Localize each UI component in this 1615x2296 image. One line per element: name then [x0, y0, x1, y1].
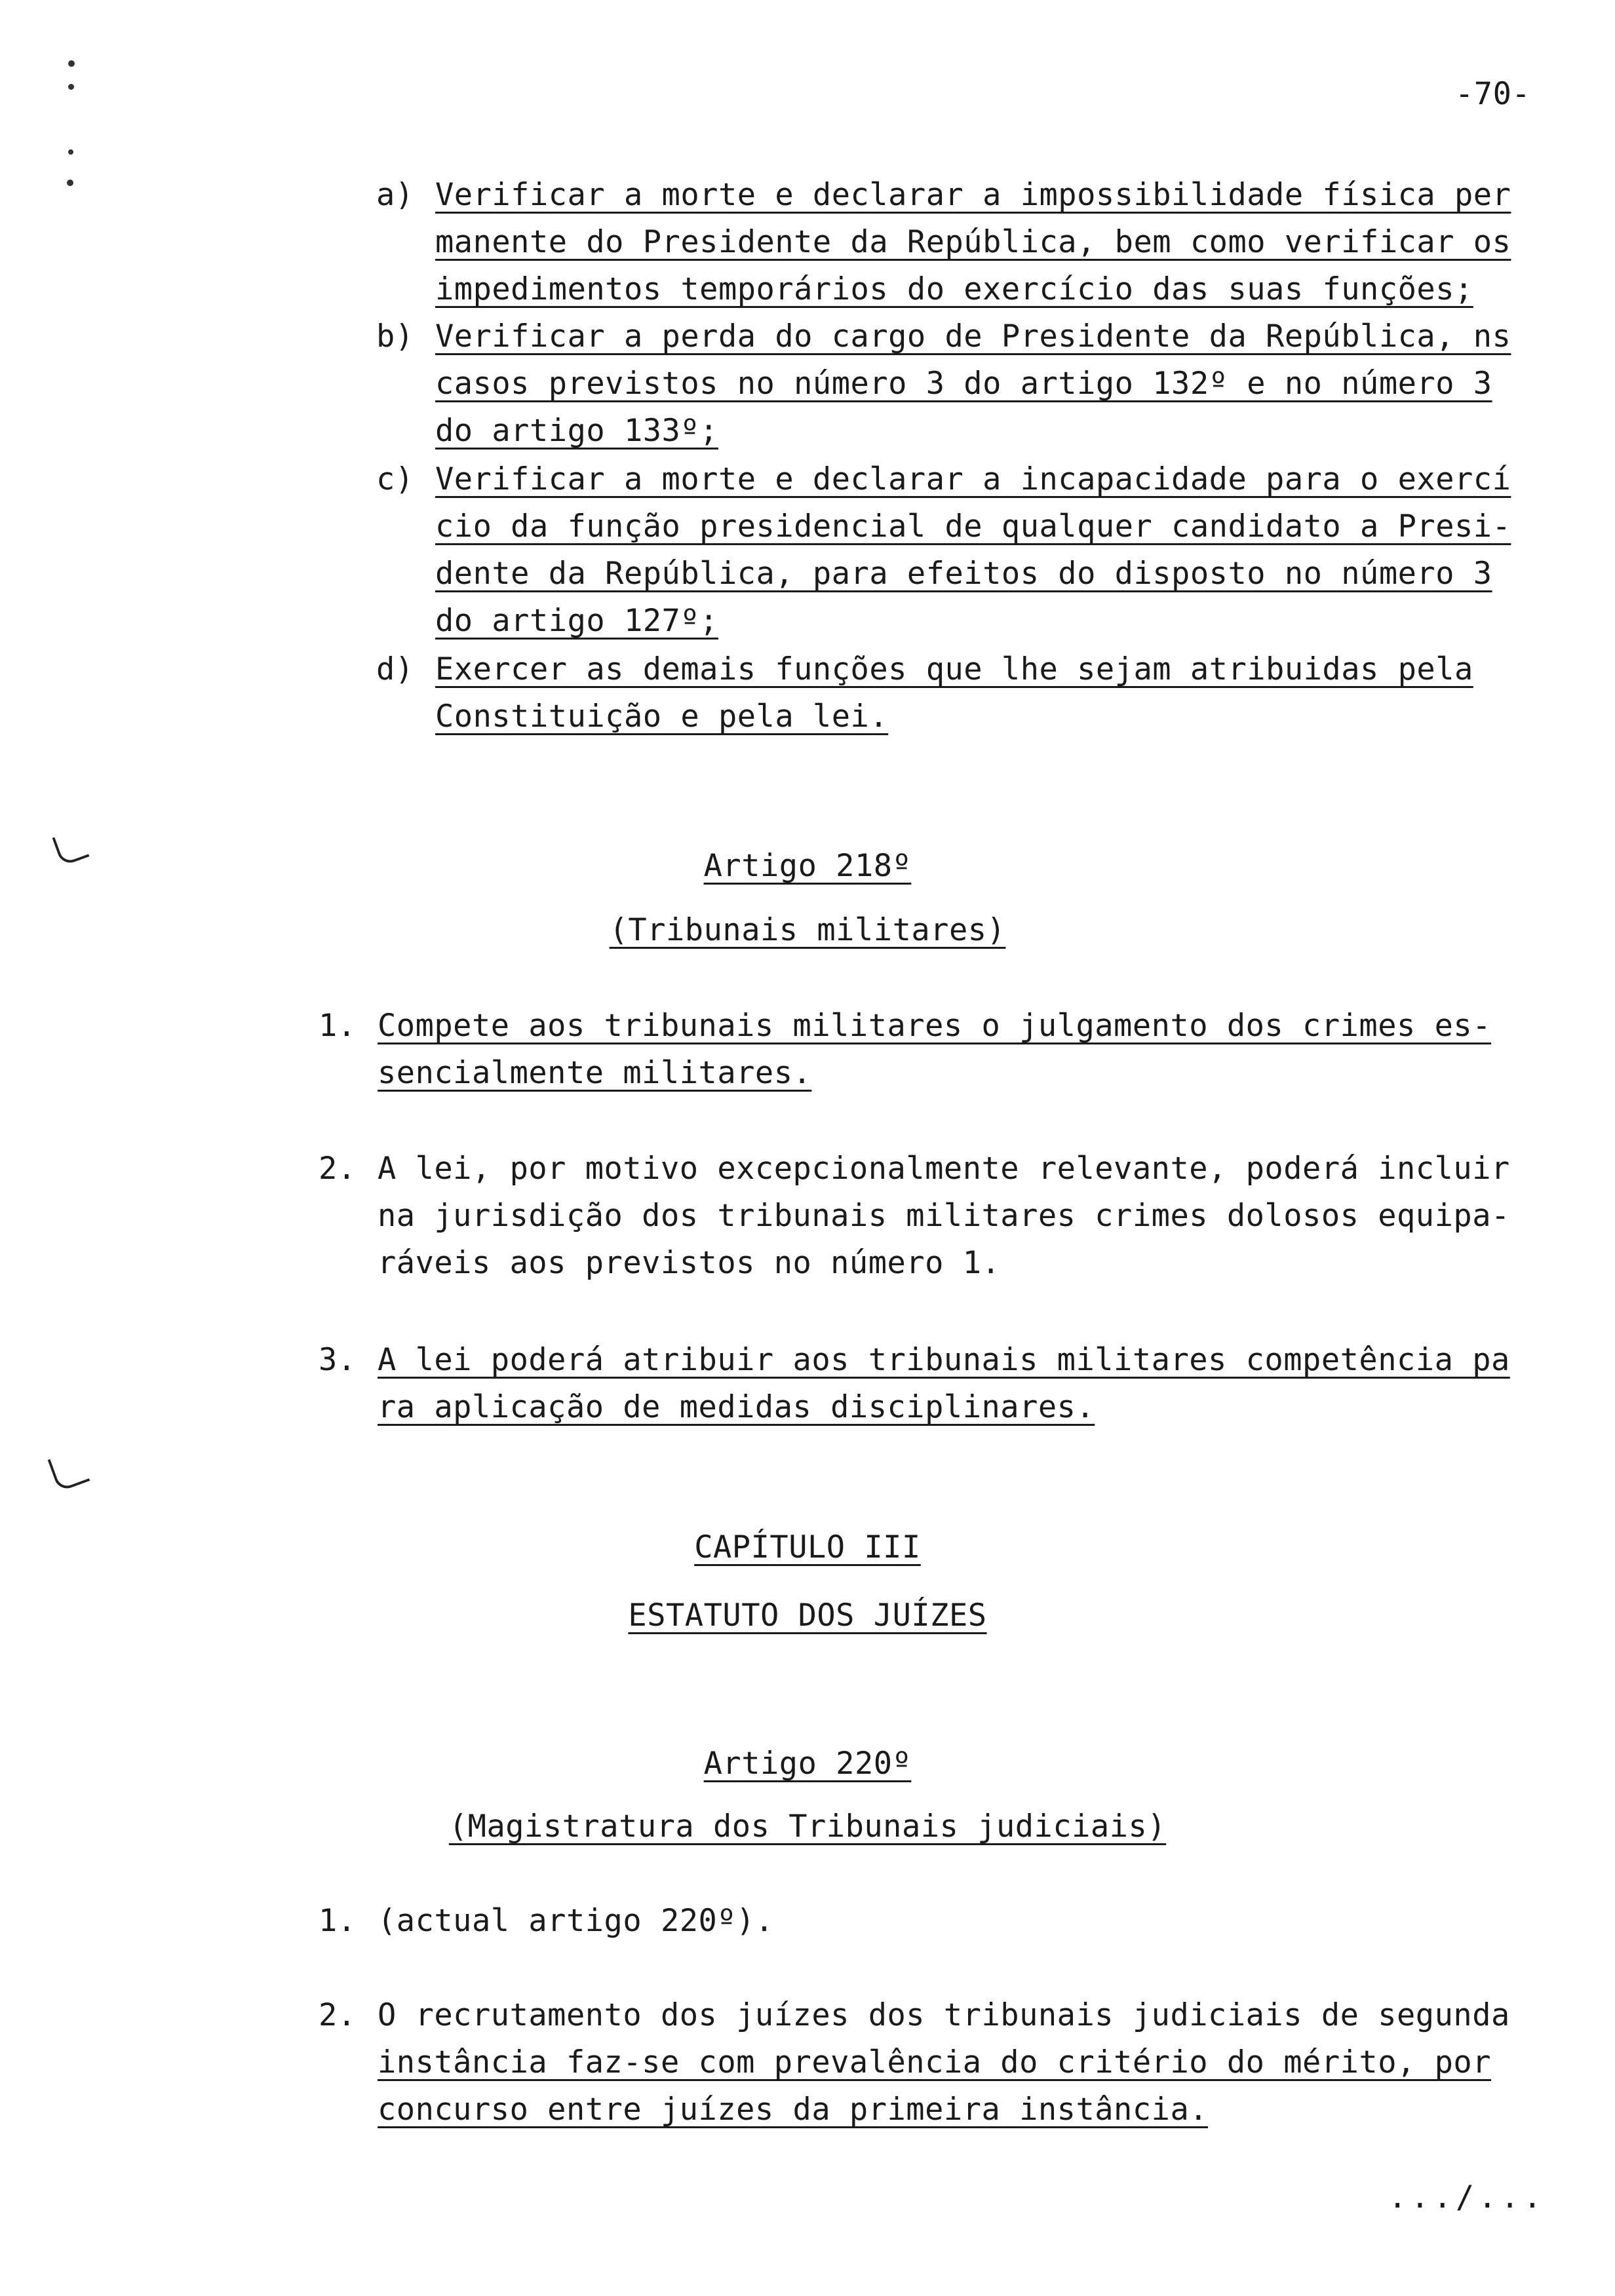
article-title: Artigo 220º: [703, 1746, 912, 1782]
item-line: Verificar a morte e declarar a impossibilidade física per: [435, 177, 1511, 213]
chapter-title: CAPÍTULO III: [694, 1529, 921, 1565]
item-line: Verificar a morte e declarar a incapacidade para o exercí: [435, 461, 1511, 497]
item-marker: 2.: [319, 1151, 357, 1187]
item-line: Exercer as demais funções que lhe sejam atribuidas pela: [435, 651, 1473, 687]
item-marker: 1.: [319, 1903, 357, 1939]
margin-dot: [68, 60, 75, 67]
article-subtitle: (Magistratura dos Tribunais judiciais): [448, 1808, 1167, 1845]
item-line: dente da República, para efeitos do disposto no número 3: [435, 556, 1492, 592]
item-marker: a): [376, 177, 414, 213]
margin-dot: [67, 180, 73, 186]
item-line: A lei poderá atribuir aos tribunais militares competência pa: [378, 1342, 1510, 1378]
margin-bracket-mark: [48, 1449, 90, 1492]
item-line: sencialmente militares.: [378, 1055, 812, 1091]
item-line: casos previstos no número 3 do artigo 132º e no número 3: [435, 366, 1492, 402]
item-marker: b): [376, 318, 414, 354]
item-line: na jurisdição dos tribunais militares crimes dolosos equipa-: [378, 1198, 1510, 1234]
page-number: -70-: [1455, 76, 1531, 112]
item-marker: 1.: [319, 1008, 357, 1044]
margin-dot: [68, 84, 74, 90]
item-line: concurso entre juízes da primeira instância.: [378, 2092, 1209, 2128]
item-line: Verificar a perda do cargo de Presidente da República, ns: [435, 318, 1511, 354]
continuation-mark: .../...: [1388, 2179, 1546, 2215]
margin-dot: [68, 149, 73, 155]
item-line: O recrutamento dos juízes dos tribunais judiciais de segunda: [378, 1997, 1510, 2033]
item-marker: c): [376, 461, 414, 497]
item-line: A lei, por motivo excepcionalmente relevante, poderá incluir: [378, 1151, 1510, 1187]
item-line: instância faz-se com prevalência do critério do mérito, por: [378, 2044, 1491, 2080]
chapter-subtitle: ESTATUTO DOS JUÍZES: [628, 1598, 987, 1634]
item-line: Constituição e pela lei.: [435, 698, 889, 735]
article-subtitle: (Tribunais militares): [609, 912, 1006, 948]
item-marker: 2.: [319, 1997, 357, 2033]
item-line: do artigo 127º;: [435, 603, 718, 639]
item-line: manente do Presidente da República, bem como verificar os: [435, 224, 1511, 260]
item-marker: 3.: [319, 1342, 357, 1378]
item-line: impedimentos temporários do exercício das suas funções;: [435, 271, 1473, 307]
article-title: Artigo 218º: [703, 848, 912, 884]
item-line: ráveis aos previstos no número 1.: [378, 1245, 1001, 1281]
item-line: cio da função presidencial de qualquer candidato a Presi-: [435, 508, 1511, 545]
item-line: ra aplicação de medidas disciplinares.: [378, 1389, 1095, 1425]
item-line: (actual artigo 220º).: [378, 1903, 774, 1939]
item-marker: d): [376, 651, 414, 687]
item-line: do artigo 133º;: [435, 413, 718, 449]
item-line: Compete aos tribunais militares o julgamento dos crimes es-: [378, 1008, 1491, 1044]
